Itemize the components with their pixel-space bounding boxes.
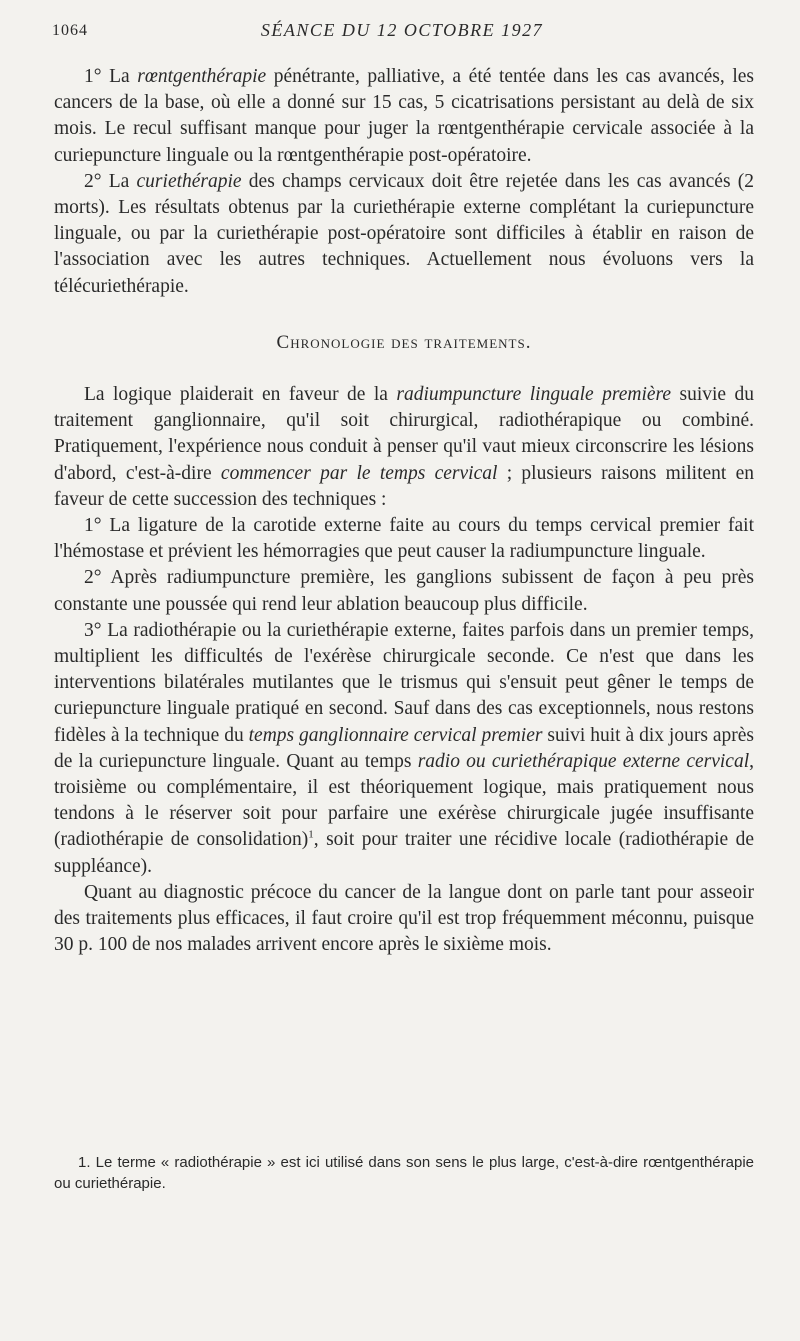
paragraph-ligature: 1° La ligature de la carotide externe faite au cours du temps cervical premier fait l'hémostase et prévient les hémorragies que peut causer la radiumpuncture linguale.	[54, 515, 754, 563]
paragraph-ganglions: 2° Après radiumpuncture première, les ganglions subissent de façon à peu près constante une poussée qui rend leur ablation beaucoup plus difficile.	[54, 567, 754, 615]
footnote-marker[interactable]: 1	[308, 828, 314, 841]
emphasis: radiumpuncture linguale première	[396, 384, 672, 406]
footnote-text: 1. Le terme « radiothérapie » est ici utilisé dans son sens le plus large, c'est-à-dire rœntgenthérapie ou curiethérapie.	[54, 1154, 754, 1192]
text-run: suivie du traitement ganglionnaire, qu'il soit chirurgical, radiothérapique ou combiné. Pratiquement, l'expérience nous conduit à penser qu'il vaut mieux circonscrire les lésions d'abord, c'est-à-dire	[54, 384, 754, 484]
text-run: 1° La	[84, 66, 138, 87]
paragraph-diagnostic: Quant au diagnostic précoce du cancer de la langue dont on parle tant pour asseoir des traitements plus efficaces, il faut croire qu'il est trop fréquemment méconnu, puisque 30 p. 100 de nos malades arrivent encore après le sixième mois.	[54, 881, 754, 956]
text-run: La logique plaiderait en faveur de la	[84, 384, 397, 406]
text-run: 2° La	[84, 170, 137, 192]
section-title: Chronologie des traitements.	[276, 331, 532, 353]
running-header	[52, 20, 752, 46]
emphasis: radio ou curiethérapique externe cervical	[417, 750, 750, 772]
paragraph-curietherapie	[54, 169, 754, 300]
text-run: 3° La radiothérapie ou la curiethérapie externe, faites parfois dans un premier temps, multiplient les difficultés de l'exérèse chirurgicale seconde. Ce n'est que dans les interventions bilatérales mutilantes que le trismus qui s'ensuit peut gêner le temps de curiepuncture linguale pratiqué en second. Sauf dans des cas exceptionnels, nous restons fidèles à la technique du	[54, 619, 754, 746]
paragraph-radiotherapie	[54, 618, 754, 880]
paragraph-logique	[54, 382, 754, 513]
emphasis: rœntgenthérapie	[137, 66, 267, 87]
text-run: des champs cervicaux doit être rejetée dans les cas avancés (2 morts). Les résultats obtenus par la curiethérapie externe complétant la curiepuncture linguale, ou par la curiethérapie post-opératoire sont difficiles à établir en raison de l'association avec les autres techniques. Actuellement nous évoluons vers la télécuriethérapie.	[54, 170, 754, 297]
section-heading	[54, 330, 754, 356]
text-run: , soit pour traiter une récidive locale (radiothérapie de suppléance).	[54, 829, 755, 877]
running-title: SÉANCE DU 12 OCTOBRE 1927	[260, 20, 544, 40]
emphasis: temps ganglionnaire cervical premier	[248, 724, 543, 746]
page-number: 1064	[52, 22, 88, 39]
text-run: pénétrante, palliative, a été tentée dans les cas avancés, les cancers de la base, où elle a donné sur 15 cas, 5 cicatrisations persistant au delà de six mois. Le recul suffisant manque pour juger la rœntgenthérapie cervicale associée à la curiepuncture linguale ou la rœntgenthérapie post-opératoire.	[54, 66, 754, 166]
emphasis: commencer par le temps cervical	[220, 462, 498, 484]
emphasis: curiethérapie	[136, 170, 242, 192]
text-run: suivi huit à dix jours après de la curiepuncture linguale. Quant au temps	[54, 724, 754, 772]
footnote	[54, 1152, 754, 1194]
paragraph-roentgentherapie	[54, 64, 754, 169]
text-run: ; plusieurs raisons militent en faveur de cette succession des techniques :	[54, 462, 755, 510]
text-run: , troisième ou complémentaire, il est théoriquement logique, mais pratiquement nous tendons à le réserver soit pour parfaire une exérèse chirurgicale jugée insuffisante (radiothérapie de consolidation)	[54, 750, 755, 851]
body-text	[54, 64, 754, 959]
